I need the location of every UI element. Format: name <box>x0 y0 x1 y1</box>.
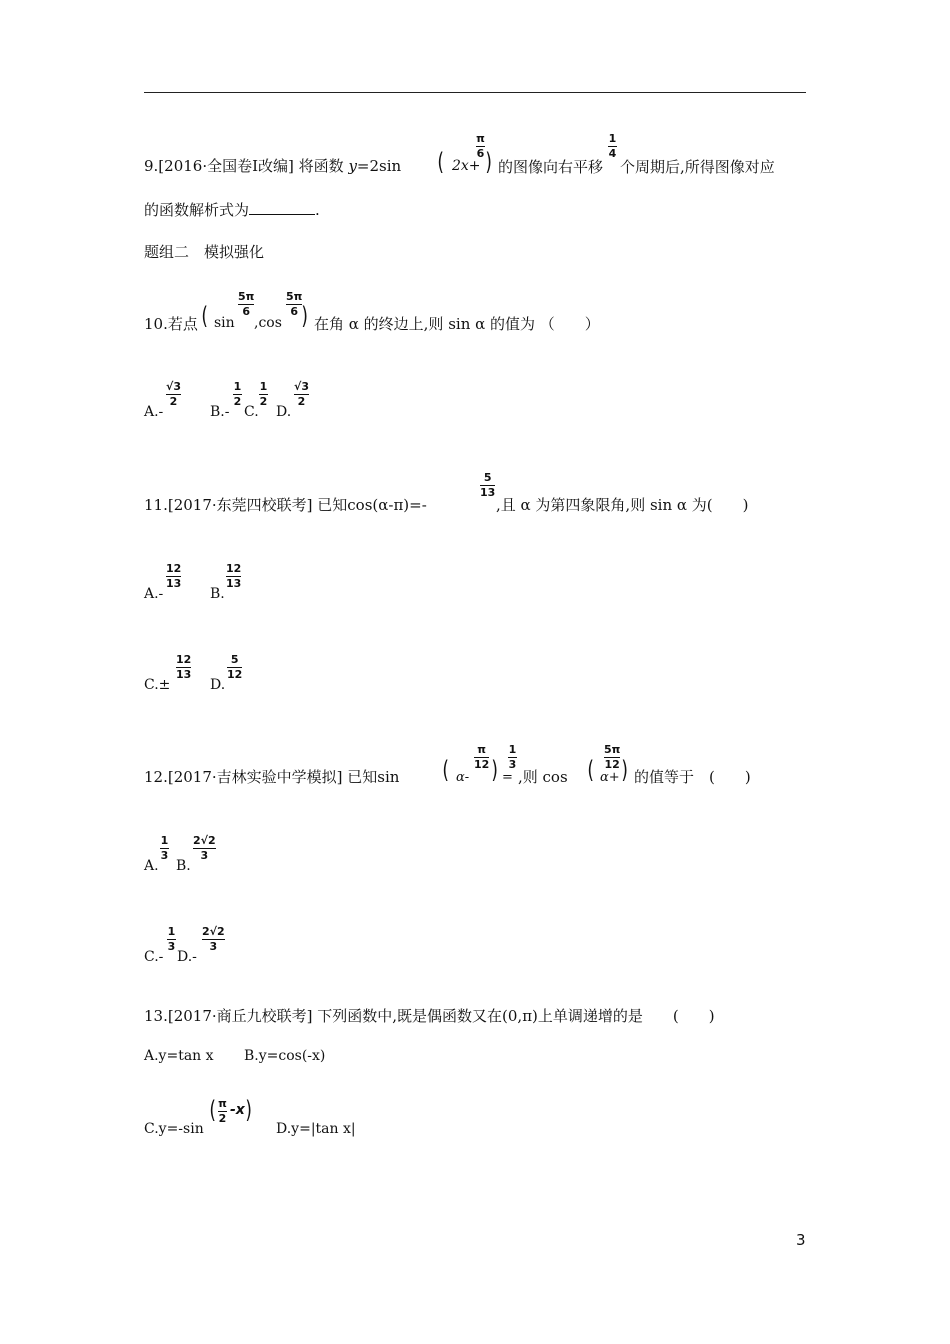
q12-frac1-den: 12 <box>474 758 490 771</box>
header-rule <box>144 92 806 93</box>
q12-opt-a-den: 3 <box>160 849 169 862</box>
q10-opt-d-num: √3 <box>294 380 309 393</box>
q12-text2: ,则 cos <box>518 768 568 786</box>
q13-opt-c: C.y=-sin <box>144 1121 204 1137</box>
q10-rparen: ) <box>301 302 308 330</box>
q12-rparen2: ) <box>621 756 628 784</box>
q12-lparen1: ( <box>442 756 449 784</box>
q11-text2: ,且 α 为第四象限角,则 sin α 为( ) <box>496 496 749 514</box>
q10-lparen: ( <box>201 302 208 330</box>
q10-opt-c-frac <box>259 381 268 408</box>
q9-text2: 的图像向右平移 <box>498 158 604 176</box>
q12-opt-c-label: C.- <box>144 949 164 965</box>
q12-rparen1: ) <box>491 756 498 784</box>
q10-frac-den-a: 6 <box>242 305 250 318</box>
q11-opt-a-num: 12 <box>166 562 182 575</box>
q10-frac-cos <box>286 291 302 318</box>
q12-opt-b-label: B. <box>176 858 191 874</box>
q10-opt-b-den: 2 <box>233 395 242 408</box>
q12-frac1-num: π <box>477 743 486 756</box>
q12-frac3-num: 5π <box>604 743 621 756</box>
q13-opt-a: A.y=tan x <box>144 1048 214 1064</box>
q9-frac1-den: 6 <box>476 147 485 160</box>
q12-eq: = <box>502 770 513 785</box>
q11-opt-c-den: 13 <box>176 668 192 681</box>
q13-opt-c-frac <box>218 1098 227 1125</box>
q10-opt-b-frac <box>233 381 242 408</box>
q13-rparen: ) <box>245 1096 252 1124</box>
q10-frac-num-a: 5π <box>238 290 255 303</box>
q9-arg: 2x+ <box>452 158 481 174</box>
q10-opt-d-frac <box>294 381 309 408</box>
q9-line1 <box>144 156 401 176</box>
q12-opt-a-frac <box>160 835 169 862</box>
q10-text1: 10.若点 <box>144 315 198 333</box>
q12-frac-1-3 <box>508 744 517 771</box>
q12-opt-c-num: 1 <box>167 925 176 938</box>
q13-opt-b: B.y=cos(-x) <box>244 1048 326 1064</box>
q13-text1: 13.[2017·商丘九校联考] 下列函数中,既是偶函数又在(0,π)上单调递增的是 ( ) <box>144 1007 715 1025</box>
q11-opt-a-den: 13 <box>166 577 182 590</box>
q9-frac-1-4 <box>608 133 617 160</box>
q12-opt-d-den: 3 <box>209 940 218 953</box>
q11-opt-a-frac <box>166 563 181 590</box>
q11-text1: 11.[2017·东莞四校联考] 已知cos(α-π)=- <box>144 496 427 514</box>
q11-opt-c-label: C.± <box>144 677 171 693</box>
q12-opt-b-num: 2√2 <box>193 834 216 847</box>
q9-line2-text: 的函数解析式为 <box>144 201 250 219</box>
q13-lparen: ( <box>209 1096 216 1124</box>
q10-sin: sin <box>214 315 235 331</box>
q12-arg1: α- <box>456 770 470 785</box>
q11-opt-b-den: 13 <box>226 577 242 590</box>
q10-opt-d-den: 2 <box>297 395 306 408</box>
q10-opt-c-num: 1 <box>259 380 268 393</box>
q11-opt-d-den: 12 <box>227 668 243 681</box>
q11-opt-b-frac <box>226 563 241 590</box>
q12-opt-b-frac <box>193 835 216 862</box>
section-heading: 题组二 模拟强化 <box>144 243 265 261</box>
q11-opt-d-label: D. <box>210 677 226 693</box>
q11-frac <box>480 472 495 499</box>
q9-answer-blank <box>249 200 315 215</box>
q12-frac-5pi-12 <box>604 744 620 771</box>
q10-opt-c-label: C. <box>244 404 259 420</box>
q12-frac2-den: 3 <box>508 758 517 771</box>
q10-opt-c-den: 2 <box>259 395 268 408</box>
q10-cos: ,cos <box>254 315 282 331</box>
q12-opt-d-label: D.- <box>177 949 197 965</box>
q13-opt-d: D.y=|tan x| <box>276 1121 356 1137</box>
q12-lparen2: ( <box>587 756 594 784</box>
q9-end: . <box>315 201 320 219</box>
q12-text1: 12.[2017·吉林实验中学模拟] 已知sin <box>144 768 400 786</box>
q11-opt-d-num: 5 <box>230 653 239 666</box>
q10-frac-den-b: 6 <box>290 305 298 318</box>
q9-eq: =2sin <box>356 157 402 175</box>
q11-opt-c-frac <box>176 654 191 681</box>
page-number: 3 <box>796 1231 806 1249</box>
q9-text1: 9.[2016·全国卷Ⅰ改编] 将函数 <box>144 157 344 175</box>
q9-y: y <box>348 157 357 175</box>
q10-opt-a-num: √3 <box>166 380 181 393</box>
q11-opt-b-label: B. <box>210 586 225 602</box>
q9-frac-pi-6 <box>476 133 485 160</box>
q10-opt-a-den: 2 <box>169 395 178 408</box>
q9-frac1-num: π <box>476 132 485 145</box>
q11-frac-den: 13 <box>480 486 496 499</box>
q12-frac2-num: 1 <box>508 743 517 756</box>
q9-frac2-num: 1 <box>608 132 617 145</box>
q12-opt-a-label: A. <box>144 858 159 874</box>
q10-opt-a-frac <box>166 381 181 408</box>
q13-opt-c-den: 2 <box>218 1112 227 1125</box>
q13-opt-c-num: π <box>218 1097 227 1110</box>
q10-opt-b-label: B.- <box>210 404 230 420</box>
q11-opt-b-num: 12 <box>226 562 242 575</box>
q10-text2: 在角 α 的终边上,则 sin α 的值为 （ ） <box>314 315 600 333</box>
q12-frac3-den: 12 <box>604 758 620 771</box>
q12-frac-pi-12 <box>474 744 489 771</box>
q12-opt-c-frac <box>167 926 176 953</box>
q9-frac2-den: 4 <box>608 147 617 160</box>
q10-opt-d-label: D. <box>276 404 292 420</box>
q10-opt-b-num: 1 <box>233 380 242 393</box>
q10-frac-num-b: 5π <box>286 290 303 303</box>
q11-frac-num: 5 <box>483 471 492 484</box>
q9-lparen: ( <box>437 148 444 176</box>
q12-opt-c-den: 3 <box>167 940 176 953</box>
q12-opt-b-den: 3 <box>200 849 209 862</box>
q9-rparen: ) <box>485 148 492 176</box>
q12-opt-d-frac <box>202 926 225 953</box>
q9-text3: 个周期后,所得图像对应 <box>620 158 775 176</box>
q10-opt-a-label: A.- <box>144 404 164 420</box>
q11-opt-d-frac <box>227 654 242 681</box>
q12-opt-a-num: 1 <box>160 834 169 847</box>
q12-arg2: α+ <box>600 770 620 785</box>
q13-opt-c-tail: -x <box>230 1102 245 1118</box>
q12-opt-d-num: 2√2 <box>202 925 225 938</box>
q12-text3: 的值等于 ( ) <box>634 768 751 786</box>
q11-opt-a-label: A.- <box>144 586 164 602</box>
q10-frac-sin <box>238 291 254 318</box>
q11-opt-c-num: 12 <box>176 653 192 666</box>
q9-line2 <box>144 200 320 220</box>
